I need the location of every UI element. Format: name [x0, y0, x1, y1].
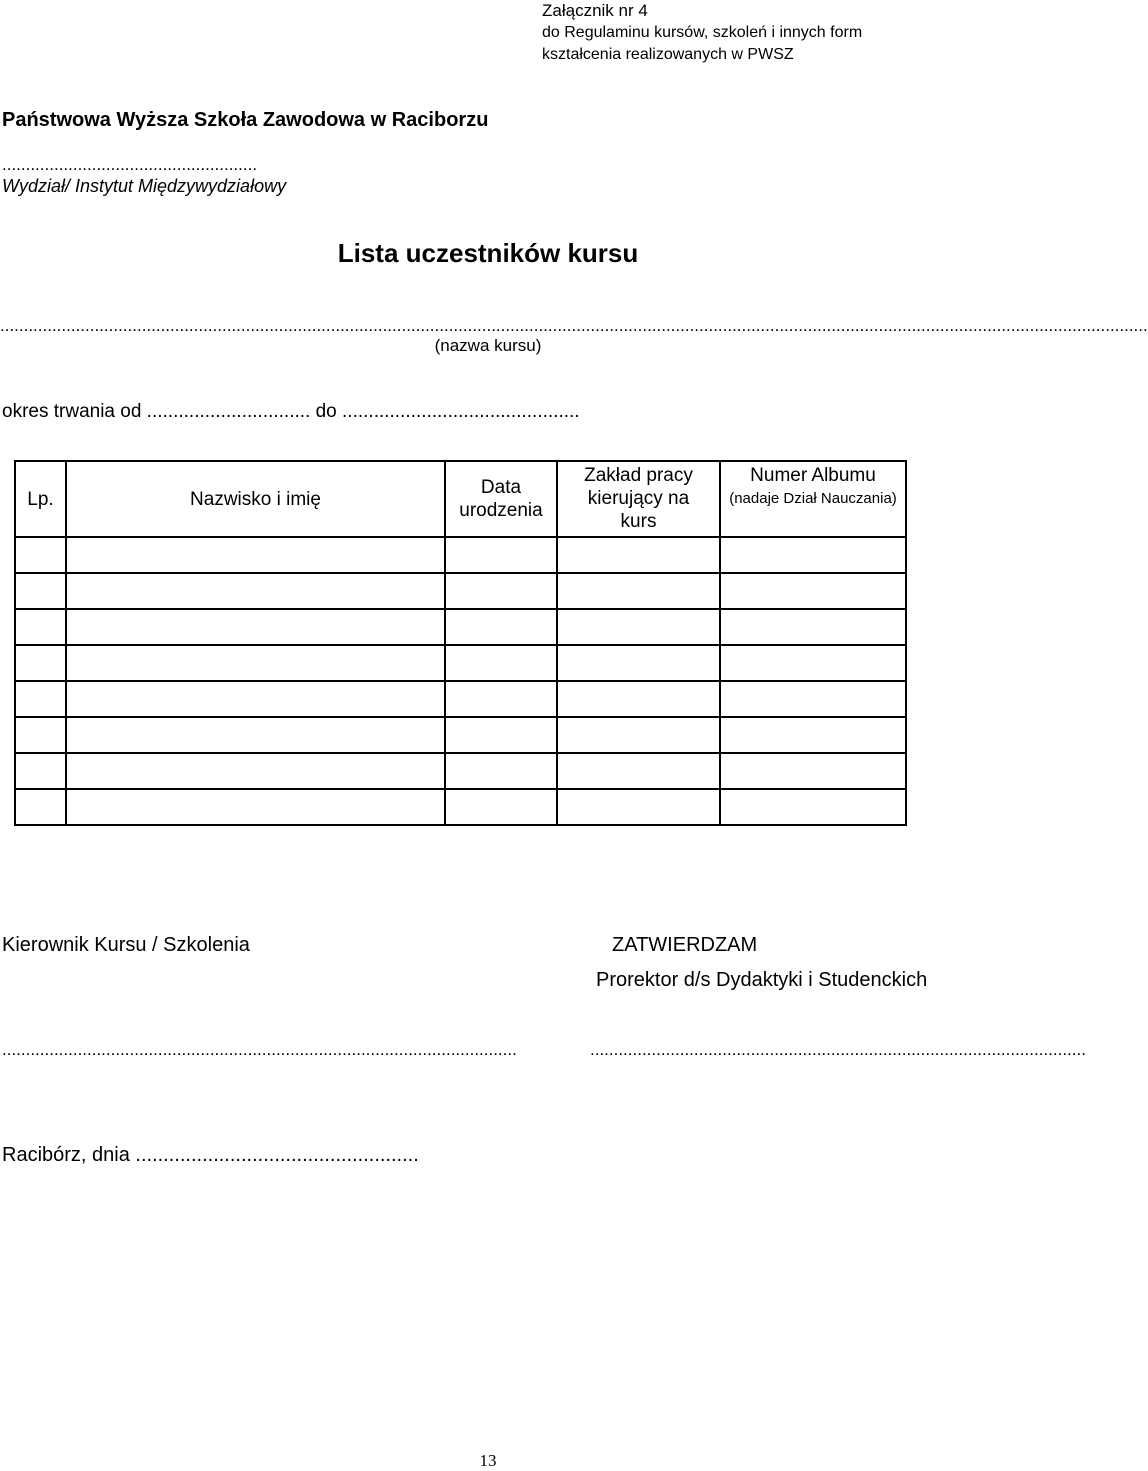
cell-name[interactable]: [66, 789, 445, 825]
page-number: 13: [479, 1451, 497, 1470]
prorector-label: Prorektor d/s Dydaktyki i Studenckich: [596, 969, 928, 991]
cell-name[interactable]: [66, 609, 445, 645]
header-album-number: [720, 461, 906, 537]
cell-birth-date[interactable]: [445, 537, 557, 573]
faculty-label: Wydział/ Instytut Międzywydziałowy: [2, 176, 287, 196]
cell-album-number[interactable]: [720, 717, 906, 753]
place-date: Racibórz, dnia ...................................................: [2, 1144, 419, 1166]
cell-lp[interactable]: [15, 645, 66, 681]
cell-name[interactable]: [66, 573, 445, 609]
cell-album-number[interactable]: [720, 681, 906, 717]
cell-lp[interactable]: [15, 753, 66, 789]
header-employer-line2: kierujący na: [587, 488, 690, 509]
cell-employer[interactable]: [557, 789, 720, 825]
header-album-line1: Numer Albumu: [750, 465, 876, 486]
table-row: [15, 573, 906, 609]
cell-name[interactable]: [66, 753, 445, 789]
cell-birth-date[interactable]: [445, 753, 557, 789]
header-album-note: (nadaje Dział Nauczania): [729, 490, 897, 507]
cell-lp[interactable]: [15, 681, 66, 717]
table-row: [15, 537, 906, 573]
course-manager-label: Kierownik Kursu / Szkolenia: [2, 934, 250, 956]
cell-name[interactable]: [66, 717, 445, 753]
attachment-regulation-cont: kształcenia realizowanych w PWSZ: [542, 46, 794, 63]
cell-name[interactable]: [66, 537, 445, 573]
cell-birth-date[interactable]: [445, 681, 557, 717]
cell-employer[interactable]: [557, 609, 720, 645]
cell-name[interactable]: [66, 645, 445, 681]
table-row: [15, 753, 906, 789]
header-name: Nazwisko i imię: [66, 461, 445, 537]
cell-album-number[interactable]: [720, 789, 906, 825]
attachment-number: Załącznik nr 4: [542, 1, 648, 20]
cell-album-number[interactable]: [720, 645, 906, 681]
course-name-label: (nazwa kursu): [434, 336, 542, 355]
manager-signature-line[interactable]: .............................................................................................................: [2, 1040, 517, 1059]
table-row: [15, 681, 906, 717]
cell-album-number[interactable]: [720, 753, 906, 789]
faculty-dots: ......................................................: [2, 155, 258, 174]
cell-birth-date[interactable]: [445, 717, 557, 753]
cell-album-number[interactable]: [720, 573, 906, 609]
cell-birth-date[interactable]: [445, 573, 557, 609]
cell-lp[interactable]: [15, 789, 66, 825]
cell-name[interactable]: [66, 681, 445, 717]
cell-lp[interactable]: [15, 717, 66, 753]
header-employer: [557, 461, 720, 537]
participants-table: [14, 460, 907, 826]
prorector-signature-line[interactable]: .........................................................................................................: [590, 1040, 1086, 1059]
header-birth-date: [445, 461, 557, 537]
approval-label: ZATWIERDZAM: [612, 934, 758, 956]
cell-album-number[interactable]: [720, 609, 906, 645]
table-row: [15, 609, 906, 645]
cell-employer[interactable]: [557, 753, 720, 789]
cell-employer[interactable]: [557, 717, 720, 753]
header-employer-line3: kurs: [620, 511, 657, 532]
table-row: [15, 789, 906, 825]
cell-album-number[interactable]: [720, 537, 906, 573]
cell-lp[interactable]: [15, 609, 66, 645]
table-row: [15, 717, 906, 753]
header-birth-line2: urodzenia: [459, 500, 543, 521]
page-title: Lista uczestników kursu: [337, 238, 639, 268]
school-name: Państwowa Wyższa Szkoła Zawodowa w Raciborzu: [2, 109, 489, 131]
cell-employer[interactable]: [557, 681, 720, 717]
cell-birth-date[interactable]: [445, 789, 557, 825]
course-period: okres trwania od ............................... do .............................................: [2, 401, 580, 422]
cell-lp[interactable]: [15, 537, 66, 573]
course-name-dots: ...................................................................................................................................................................................................................................................: [0, 316, 1148, 335]
cell-employer[interactable]: [557, 645, 720, 681]
header-lp: Lp.: [15, 461, 66, 537]
cell-birth-date[interactable]: [445, 609, 557, 645]
attachment-regulation: do Regulaminu kursów, szkoleń i innych form: [542, 24, 863, 41]
cell-employer[interactable]: [557, 573, 720, 609]
table-row: [15, 645, 906, 681]
table-header-row: [15, 461, 906, 537]
attachment-note: [542, 0, 862, 66]
cell-birth-date[interactable]: [445, 645, 557, 681]
header-birth-line1: Data: [480, 477, 522, 498]
cell-employer[interactable]: [557, 537, 720, 573]
header-employer-line1: Zakład pracy: [584, 465, 693, 486]
cell-lp[interactable]: [15, 573, 66, 609]
